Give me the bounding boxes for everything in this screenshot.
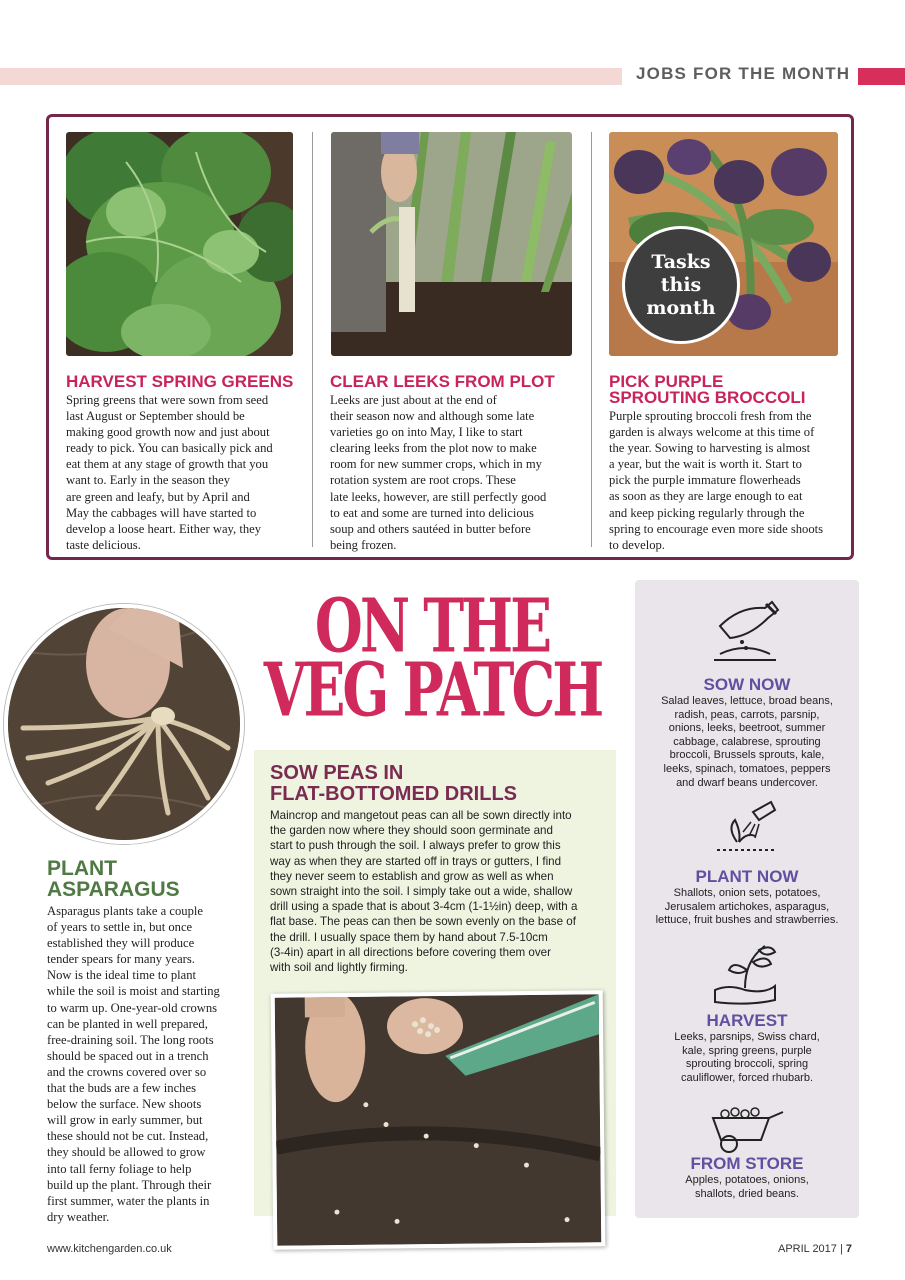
peas-title: SOW PEAS IN FLAT-BOTTOMED DRILLS [270,762,518,805]
harvest-title: HARVEST [706,1011,788,1030]
task-text-spring-greens: Spring greens that were sown from seed last August or September should be making good growth now and just about ready to pick. You can basically pick and eat them at any stage of growth that you want to. Early in the season they are green and leafy, but by April and May the cabbages will have started to develop a loose heart. Either way, they taste delicious. [66,393,273,552]
sow-now-title: SOW NOW [703,675,791,694]
page-number: 7 [845,1243,853,1255]
section-tag: JOBS FOR THE MONTH [636,64,851,83]
header-strip-right [858,68,905,85]
sidebar [635,580,859,1218]
sow-now-text: Salad leaves, lettuce, broad beans, radish, peas, carrots, parsnip, onions, leeks, beetroot, summer cabbage, calabrese, sprouting broccoli, Brussels sprouts, kale, leeks, spinach, tomatoes, peppers and dwarf beans undercover. [661,695,833,789]
peas-photo-frame [271,990,606,1249]
task-text-leeks: Leeks are just about at the end of their season now and although some late varieties go on into May, I like to start clearing leeks from the plot now to make room for new summer crops, which in my rotation system are root crops. These late leeks, however, are still perfectly good to eat and some are turned into delicious soup and others sautéed in butter before being frozen. [330,393,547,552]
leeks-photo [331,132,572,356]
harvest-hand-icon [709,940,781,1010]
plant-now-title: PLANT NOW [695,867,799,886]
harvest-text: Leeks, parsnips, Swiss chard, kale, spring greens, purple sprouting broccoli, spring cauliflower, forced rhubarb. [674,1031,820,1084]
peas-photo [275,994,602,1245]
headline-line-1: ON THE [314,581,550,669]
tasks-this-month-badge [622,226,740,344]
task-title-broccoli: PICK PURPLE SPROUTING BROCCOLI [609,372,806,407]
peas-text: Maincrop and mangetout peas can all be sown directly into the garden now where they should soon germinate and start to push through the soil. I always prefer to grow this way as when they are started off in trays or gutters, I find they never seem to establish and grow as well as when sown straight into the soil. I simply take out a wide, shallow drill using a spade that is about 3-4cm (1-1½in) deep, with a flat base. The peas can then be sown evenly on the base of the drill. I usually space them by hand about 7.5-10cm (3-4in) apart in all directions before covering them over with soil and lightly firming. [270,809,578,975]
asparagus-text: Asparagus plants take a couple of years to settle in, but once established they will produce tender spears for many years. Now is the ideal time to plant while the soil is moist and starting to warm up. One-year-old crowns can be planted in well prepared, free-draining soil. The long roots should be spaced out in a trench and the crowns covered over so that the buds are a few inches below the surface. New shoots will grow in early summer, but these should not be cut. Instead, they should be allowed to grow into tall ferny foliage to help build up the plant. Through their first summer, water the plants in dry weather. [47,904,220,1224]
spring-greens-photo [66,132,293,356]
badge-line-1: Tasks [651,250,711,273]
column-divider-1 [312,132,313,547]
asparagus-title: PLANT ASPARAGUS [47,857,180,901]
header-strip-left [0,68,622,85]
footer-website[interactable]: www.kitchengarden.co.uk [47,1243,172,1255]
task-title-leeks: CLEAR LEEKS FROM PLOT [330,372,555,391]
sowing-hand-icon [710,596,780,664]
column-divider-2 [591,132,592,547]
plant-now-text: Shallots, onion sets, potatoes, Jerusalem artichokes, asparagus, lettuce, fruit bushes and strawberries. [655,887,839,927]
issue-date: APRIL 2017 [778,1243,837,1255]
headline-line-2: VEG PATCH [263,645,602,733]
wheelbarrow-icon [707,1104,787,1154]
asparagus-photo [4,604,244,844]
badge-line-2: this [660,273,702,296]
task-text-broccoli: Purple sprouting broccoli fresh from the garden is always welcome at this time of the year. Sowing to harvesting is almost a year, but the wait is worth it. Start to pick the purple immature flowerheads as soon as they are large enough to eat and keep picking regularly through the spring to encourage even more side shoots to develop. [609,409,824,552]
footer-issue [778,1243,852,1255]
from-store-text: Apples, potatoes, onions, shallots, dried beans. [685,1174,809,1200]
badge-line-3: month [646,296,716,319]
footer-separator: | [839,1243,843,1255]
from-store-title: FROM STORE [690,1154,804,1173]
watering-can-icon [713,798,779,860]
task-title-spring-greens: HARVEST SPRING GREENS [66,372,294,391]
